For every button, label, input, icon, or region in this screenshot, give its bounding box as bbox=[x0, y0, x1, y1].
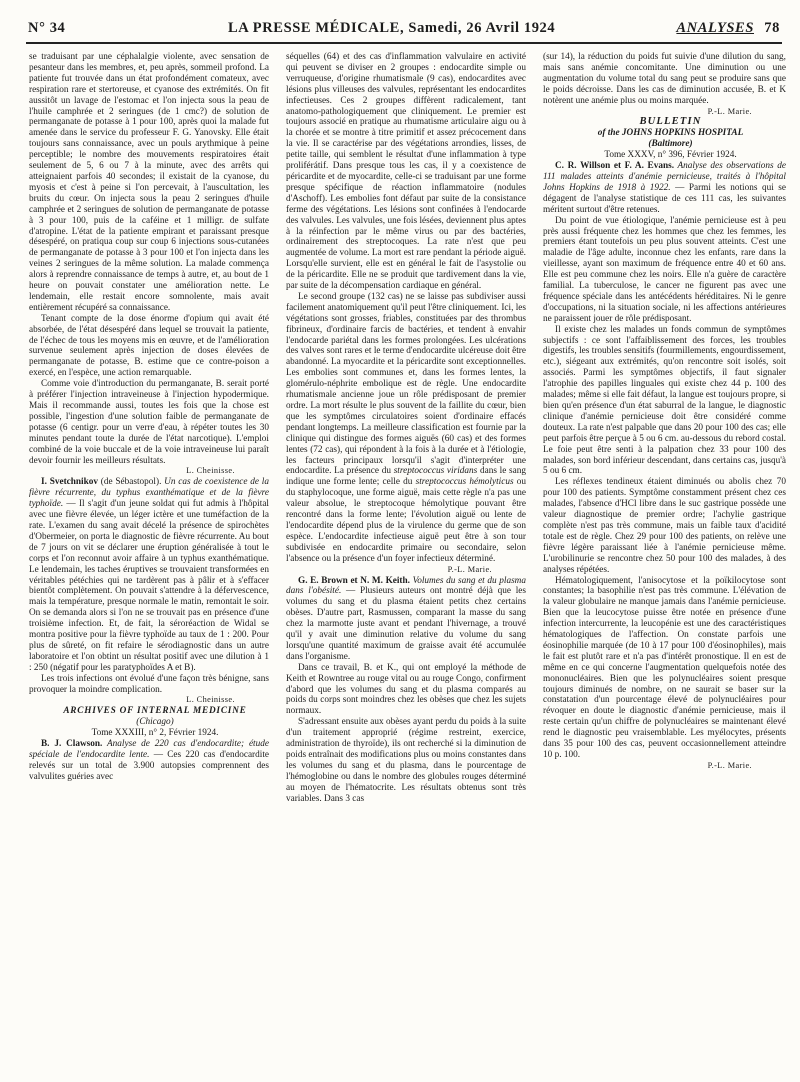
signature: P.-L. Marie. bbox=[707, 106, 752, 116]
journal-heading: ARCHIVES OF INTERNAL MEDICINE bbox=[63, 706, 247, 717]
article bbox=[29, 739, 269, 783]
text-run-italic: streptococcus viridans bbox=[393, 466, 478, 477]
article-body: — Plusieurs auteurs ont montré déjà que les volumes du sang et du plasma étaient petits chez certains obèses. D'autre part, Rasmussen, comparant la masse du sang chez la marmotte juste avant et pendant l'hivernage, a trouvé qu'il y avait une diminution relative du volume du sang lorsqu'une quantité maximum de graisse avait été accumulée dans l'organisme. bbox=[286, 586, 526, 662]
article-body: — Parmi les notions qui se dégagent de l'analyse statistique de ces 111 cas, les suivantes méritent surtout d'être retenues. bbox=[543, 182, 786, 215]
paragraph: Les réflexes tendineux étaient diminués ou abolis chez 70 pour 100 des patients. Symptôme constamment présent chez ces malades, l'absence d'HCl libre dans le suc gastrique possède une valeur diagnostique de premier ordre; l'achylie gastrique complète n'est pas très commune, mais un faible taux d'acidité totale est de règle. Chez 29 pour 100 des patients, on relève une fièvre légère paraissant liée à l'anémie pernicieuse même. L'urobilinurie se rencontre chez 50 pour 100 des malades, à des analyses répétées. bbox=[543, 477, 786, 575]
article-author: I. Svetchnikov bbox=[41, 477, 99, 488]
article bbox=[29, 477, 269, 673]
text-run: Le second groupe (132 cas) ne se laisse pas subdiviser aussi facilement anatomiquement qu'il peut l'être cliniquement. Ici, les végétations sont grosses, friables, constituées par des thrombus fibrineux, d'ordinaire farcis de bactéries, et tendent à envahir l'endocarde pariétal dans les formes prolongées. Les ulcérations des valves sont rares et le terme d'endocardite ulcéreuse doit être abandonné. La myocardite et la péricardite sont exceptionnelles. Les embolies sont communes et, dans les formes lentes, la glomérulo-néphrite embolique est de règle. Une endocardite rhumatismale ancienne joue un rôle prédisposant de premier ordre. La mort résulte le plus souvent de la faillite du cœur, bien que les symptômes circulatoires soient d'ordinaire effacés pendant longtemps. La meilleure classification est fournie par la clinique qui distingue des formes aiguës (60 cas) et des formes lentes (72 cas), qui répondent à la fois à la durée et à l'étiologie, les facteurs principaux lorsqu'il s'agit d'interpréter une endocardite. La présence du bbox=[286, 291, 526, 477]
article-body: — Ces 220 cas d'endocardite relevés sur un total de 3.900 autopsies comprennent des valvulites guéries avec bbox=[29, 750, 269, 782]
journal-city: (Chicago) bbox=[136, 717, 174, 728]
article-title: Volumes du sang et du plasma dans l'obésité. bbox=[286, 575, 526, 597]
text-run: dans le sang indique une forme lente; celle du bbox=[286, 466, 526, 488]
header-rule bbox=[26, 42, 782, 44]
article-body: — Il s'agit d'un jeune soldat qui fut admis à l'hôpital avec une fièvre élevée, un léger ictère et une tuméfaction de la rate. L'examen du sang avait décelé la présence de spirochètes d'Obermeier, on porta le diagnostic de fièvre récurrente. Au bout de 7 jours on vit se déclarer une éruption généralisée à tout le corps et l'on reconnut avoir affaire à un typhus exanthématique. Le lendemain, les taches éruptives se trouvaient transformées en véritables pétéchies qui ne tardèrent pas à pâlir et à s'effacer bientôt complètement. On pouvait s'attendre à la défervescence, mais la température, presque normale le matin, remontait le soir. On se demanda alors si l'on ne se trouvait pas en présence d'une troisième infection. Et, de fait, la séroréaction de Widal se montra positive pour la fièvre typhoïde au taux de 1 : 200. Pour plus de sûreté, on fit refaire le sérodiagnostic dans un autre laboratoire et l'on obtint un résultat positif avec une dilution à 1 : 250 (négatif pour les paratyphoïdes A et B). bbox=[29, 499, 269, 673]
paragraph: Il existe chez les malades un fonds commun de symptômes subjectifs : ce sont l'affaiblissement des forces, les troubles digestifs, les troubles sensitifs (fourmillements, engourdissement, etc.), siégeant aux extrémités, qu'on rencontre soit isolés, soit associés. Parmi les symptômes objectifs, il faut signaler l'atrophie des papilles linguales qui existe chez 44 p. 100 des malades; même si elle fait défaut, la langue est toujours propre, si bien qu'en présence d'un état saburral de la langue, le diagnostic clinique d'anémie pernicieuse doit être considéré comme douteux. La rate n'est palpable que dans 20 pour 100 des cas; elle peut parfois être perçue à 5 ou 6 cm. au-dessous du rebord costal. Le foie peut être senti à la palpation chez 33 pour 100 des malades, son bord inférieur descendant, dans certains cas, jusqu'à 5 ou 6 cm. bbox=[543, 324, 786, 477]
paragraph: Les trois infections ont évolué d'une façon très bénigne, sans provoquer la moindre complication. bbox=[29, 673, 269, 695]
issue-number: N° 34 bbox=[28, 20, 66, 36]
journal-issue: Tome XXXV, n° 396, Février 1924. bbox=[604, 150, 737, 161]
paragraph: Tenant compte de la dose énorme d'opium qui avait été absorbée, de l'état désespéré dans lequel se trouvait la patiente, de l'échec de tous les moyens mis en œuvre, et de l'amélioration survenue seulement après injection de doses élevées de permanganate de potasse, B. estime que ce contre-poison a exercé, en l'espèce, une action remarquable. bbox=[29, 313, 269, 379]
article bbox=[286, 576, 526, 663]
article bbox=[543, 161, 786, 216]
signature: P.-L. Marie. bbox=[707, 760, 752, 770]
paragraph: Dans ce travail, B. et K., qui ont employé la méthode de Keith et Rowntree au rouge vital ou au rouge Congo, confirment d'abord que les volumes du sang et du plasma comparés au poids du corps sont moindres chez les obèses que chez les sujets normaux. bbox=[286, 662, 526, 717]
signature: L. Cheinisse. bbox=[186, 466, 235, 476]
paragraph: S'adressant ensuite aux obèses ayant perdu du poids à la suite d'un traitement approprié (régime restreint, exercice, administration de thyroïde), ils ont recherché si la diminution de poids entraînait des modifications plus ou moins constantes dans les volumes du sang et du plasma, dans le pourcentage de l'hémoglobine ou dans le nombre des globules rouges déterminé au moyen de l'hématocrite. Les résultats obtenus sont très variables. Dans 3 cas bbox=[286, 717, 526, 804]
journal-issue: Tome XXXIII, n° 2, Février 1924. bbox=[91, 728, 219, 739]
paragraph: se traduisant par une céphalalgie violente, avec sensation de pesanteur dans les membres, et, peu après, sommeil profond. La patiente fut trouvée dans un état profondément comateux, avec respiration rare et stertoreuse, et cyanose des extrémités. On fit aussitôt un lavage de l'estomac et l'on injecta sous la peau de l'huile camphrée et 2 seringues (de 1 cmc?) de solution de permanganate de potasse à 1 pour 100, après quoi la malade fut amenée dans le service du professeur F. G. Yanovsky. Elle était toujours sans connaissance, avec un pouls arythmique à peine perceptible; le nombre des mouvements respiratoires était seulement de 5, 6 ou 7 à la minute, avec des arrêts qui atteignaient parfois 40 secondes; il existait de la cyanose, du myosis et c'est à peine si l'on percevait, à l'auscultation, les bruits du cœur. On injecta sous la peau 2 seringues d'huile camphrée et 2 seringues de solution de permanganate de potasse à 3 pour 100, puis de la caféine et 1 milligr. de sulfate d'atropine. L'état de la patiente empirant et paraissant presque désespéré, on pratiqua coup sur coup 6 injections sous-cutanées de permanganate de potasse à 3 pour 100 et l'on injecta dans les veines 2 seringues de la même solution. La malade commença alors à reprendre connaissance de temps à autre, et, au bout de 1 heure on pouvait constater une amélioration nette. Le lendemain, elle restait encore somnolente, mais avait entièrement récupéré sa connaissance. bbox=[29, 52, 269, 313]
column-1 bbox=[29, 52, 269, 1072]
article-author: G. E. Brown et N. M. Keith. bbox=[298, 575, 410, 586]
journal-title: LA PRESSE MÉDICALE, Samedi, 26 Avril 1924 bbox=[228, 20, 556, 36]
paragraph bbox=[286, 292, 526, 565]
journal-subheading: of the JOHNS HOPKINS HOSPITAL bbox=[597, 128, 744, 139]
paragraph: (sur 14), la réduction du poids fut suivie d'une dilution du sang, mais sans anémie concomitante. Une diminution ou une augmentation du volume total du sang peut se produire sans que le poids décroisse. Dans les cas de diminution accusée, B. et K notèrent une anémie plus ou moins marquée. bbox=[543, 52, 786, 106]
article-title: Un cas de coexistence de la fièvre récurrente, du typhus exanthématique et de la fièvre typhoïde. bbox=[29, 477, 269, 510]
article-author: C. R. Willson et F. A. Evans. bbox=[555, 161, 675, 172]
article-title: Analyse des observations de 111 malades atteints d'anémie pernicieuse, traités à l'hôpital Johns Hopkins de 1918 à 1922. bbox=[543, 161, 786, 193]
paragraph: séquelles (64) et des cas d'inflammation valvulaire en activité qui peuvent se diviser en 2 groupes : endocardite simple ou verruqueuse, d'origine rhumatismale (9 cas), endocardites avec lésions plus villeuses des valvules, représentant les endocardites infectieuses. Ces 2 groupes diffèrent radicalement, tant anatomo-pathologiquement que cliniquement. Le premier est toujours associé en pratique au rhumatisme articulaire aigu ou à la chorée et se montre à titre primitif et assez précocement dans la vie. Il se caractérise par des végétations arrondies, lisses, de petite taille, qui semblent le résultat d'une inflammation à type proliférátif. Dans presque tous les cas, il y a coexistence de péricardite et de myocardite, celle-ci se traduisant par une forme presque spécifique de réaction inflammatoire (nodules d'Aschoff). Les embolies font défaut par suite de la consistance ferme des végétations. Les lésions sont confinées à l'endocarde des valvules. Les valvules, une fois lésées, deviennent plus aptes à la réinfection par le même virus ou par des bactéries, ordinairement des streptocoques. La rate n'est que peu augmentée de volume. La mort est rare pendant la période aiguë. Lorsqu'elle survient, elle est en général le fait de l'asystolie ou de la péricardite. Elle ne se produit que tardivement dans la vie, par suite de la décompensation cardiaque en général. bbox=[286, 52, 526, 292]
article-author: B. J. Clawson. bbox=[41, 739, 103, 750]
paragraph: Du point de vue étiologique, l'anémie pernicieuse est à peu près aussi fréquente chez les hommes que chez les femmes, les premiers étant toutefois un peu plus souvent atteints. C'est une maladie de l'âge adulte, inconnue chez les enfants, rare dans la vieillesse, ayant son maximum de fréquence entre 40 et 60 ans. Elle est peu commune chez les noirs. Elle n'a guère de caractère familial. La tuberculose, le cancer ne figurent pas avec une fréquence spéciale dans les antécédents héréditaires. Ni le genre d'occupations, ni la situation sociale, ni les affections antérieures ne paraissent jouer de rôle prédisposant. bbox=[543, 215, 786, 324]
column-3 bbox=[543, 52, 786, 1072]
section-name: ANALYSES bbox=[676, 20, 754, 36]
signature: P.-L. Marie. bbox=[447, 564, 492, 574]
text-run-italic: streptococcus hémolyticus bbox=[415, 477, 514, 488]
journal-heading: BULLETIN bbox=[639, 116, 702, 128]
article-title: Analyse de 220 cas d'endocardite; étude spéciale de l'endocardite lente. bbox=[29, 739, 269, 760]
page-header bbox=[28, 20, 780, 40]
article-place: (de Sébastopol). bbox=[98, 477, 165, 488]
page-number: 78 bbox=[764, 20, 780, 36]
text-run: ou du staphylocoque, une forme aiguë, mais cette règle n'a pas une valeur absolue, le streptocoque hémolytique pouvant être rencontré dans la forme lente; l'évolution aiguë ou lente de l'endocardite dépend plus de la virulence du germe que de son espèce. L'endocardite infectieuse aiguë peut être à son tour subdivisée en endocardite primaire ou secondaire, selon l'absence ou la présence d'un foyer infectieux déterminé. bbox=[286, 477, 526, 564]
signature: L. Cheinisse. bbox=[186, 695, 235, 705]
paragraph: Hématologiquement, l'anisocytose et la poïkilocytose sont constantes; la basophilie n'est pas très commune. L'élévation de la valeur globulaire ne manque jamais dans l'anémie pernicieuse. Bien que la leucocytose puisse être notée en présence d'une infection intercurrente, la leucopénie est une des caractéristiques hématologiques de l'affection. On constate parfois une éosinophilie marquée (de 10 à 17 pour 100 d'éosinophiles), mais le fait est plutôt rare et n'a pas d'intérêt pronostique. Il en est de même en ce qui concerne l'augmentation quelquefois notée des mononucléaires. Bien que les polynucléaires soient presque toujours diminués de nombre, on ne saurait se baser sur la constatation d'un pourcentage élevé de polynucléaires pour révoquer en doute le diagnostic d'anémie pernicieuse, mais il reste certain qu'un chiffre de polynucléaires se maintenant élevé rend le diagnostic peu vraisemblable. Les myélocytes, présents dans 35 pour 100 des cas, peuvent occasionnellement atteindre 10 p. 100. bbox=[543, 575, 786, 760]
journal-city: (Baltimore) bbox=[648, 139, 693, 150]
column-2 bbox=[286, 52, 526, 1072]
paragraph: Comme voie d'introduction du permanganate, B. serait porté à préférer l'injection intraveineuse à l'injection hypodermique. Mais il recommande aussi, toutes les fois que la chose est possible, l'ingestion d'une solution faible de permanganate de potasse (6 centigr. pour un verre d'eau, à répéter toutes les 30 minutes pendant toute la durée de l'état narcotique). L'emploi combiné de la voie buccale et de la voie intraveineuse lui paraît devoir fournir les meilleurs résultats. bbox=[29, 379, 269, 466]
